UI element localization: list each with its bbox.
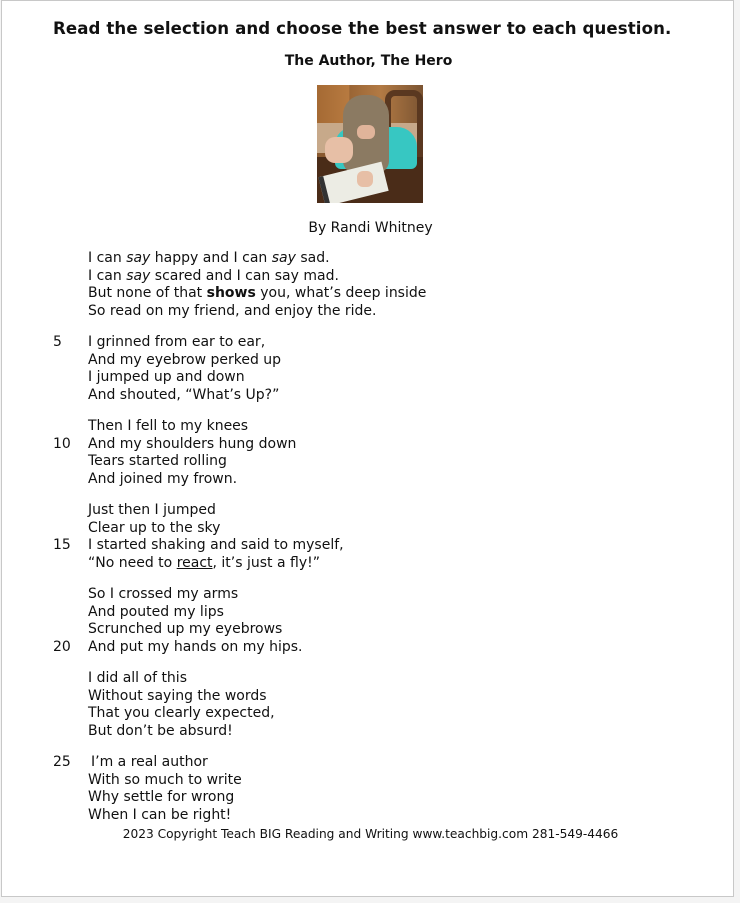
- poem-line: [2, 502, 735, 520]
- line-text: [88, 369, 245, 387]
- text-segment: sad.: [295, 250, 330, 266]
- poem-line: [2, 369, 735, 387]
- line-text: [88, 586, 238, 604]
- poem-stanza: [2, 334, 735, 404]
- line-text: [88, 334, 265, 352]
- line-text: [88, 555, 320, 573]
- text-segment: Clear up to the sky: [88, 519, 221, 536]
- line-number: 20: [53, 638, 71, 655]
- text-segment: I can: [88, 267, 127, 284]
- copyright-footer: 2023 Copyright Teach BIG Reading and Writing www.teachbig.com 281-549-4466: [122, 827, 619, 841]
- line-text: [88, 250, 330, 268]
- line-text: [88, 502, 216, 520]
- line-text: [88, 268, 339, 286]
- line-text: [88, 537, 344, 555]
- document-page: [1, 0, 734, 897]
- text-segment: Why settle for wrong: [88, 789, 235, 805]
- text-segment: And joined my frown.: [88, 470, 238, 487]
- line-text: [88, 807, 231, 825]
- poem-line: [2, 285, 735, 303]
- poem-line: [2, 639, 735, 657]
- text-segment: , it’s just a fly!”: [212, 554, 320, 571]
- text-segment: With so much to write: [88, 771, 242, 788]
- text-segment: And put my hands on my hips.: [88, 638, 303, 655]
- line-text: [88, 436, 296, 454]
- poem-line: [2, 688, 735, 706]
- text-segment: When I can be right!: [88, 806, 232, 823]
- poem-stanza: [2, 754, 735, 824]
- poem-title: The Author, The Hero: [284, 53, 453, 69]
- bold-word: shows: [206, 285, 256, 301]
- line-text: [88, 723, 233, 741]
- emphasis-word: say: [126, 250, 151, 266]
- text-segment: I grinned from ear to ear,: [88, 334, 266, 350]
- poem-stanza: [2, 502, 735, 572]
- text-segment: So read on my friend, and enjoy the ride.: [88, 302, 377, 319]
- poem-line: [2, 418, 735, 436]
- poem-line: [2, 604, 735, 622]
- line-text: [88, 670, 187, 688]
- poem-line: [2, 436, 735, 454]
- text-segment: you, what’s deep inside: [255, 285, 427, 301]
- text-segment: Tears started rolling: [88, 453, 227, 469]
- poem-line: [2, 789, 735, 807]
- poem-line: [2, 555, 735, 573]
- poem-line: [2, 471, 735, 489]
- line-text: [88, 789, 234, 807]
- poem-stanza: [2, 670, 735, 740]
- line-text: [88, 639, 302, 657]
- poem-line: [2, 621, 735, 639]
- text-segment: So I crossed my arms: [88, 586, 239, 602]
- line-text: [88, 418, 248, 436]
- photo-face: [357, 125, 375, 139]
- author-photo: [317, 85, 423, 203]
- line-text: [88, 387, 279, 405]
- emphasis-word: say: [271, 250, 296, 266]
- text-segment: And my eyebrow perked up: [88, 351, 282, 368]
- line-text: [88, 705, 275, 723]
- poem-stanza: [2, 586, 735, 656]
- line-number: 10: [53, 435, 71, 452]
- poem-line: [2, 303, 735, 321]
- text-segment: But don’t be absurd!: [88, 722, 233, 739]
- text-segment: I can: [88, 250, 127, 266]
- poem-line: [2, 334, 735, 352]
- text-segment: I jumped up and down: [88, 369, 245, 385]
- poem-line: [2, 670, 735, 688]
- poem-stanza: [2, 418, 735, 488]
- line-text: [88, 772, 242, 790]
- line-number: 5: [53, 334, 62, 350]
- line-text: [88, 352, 281, 370]
- photo-hand: [357, 171, 373, 187]
- poem-stanza: [2, 250, 735, 320]
- line-text: [88, 604, 224, 622]
- text-segment: “No need to: [88, 554, 177, 571]
- line-text: [88, 453, 227, 471]
- text-segment: Without saying the words: [88, 687, 267, 704]
- author-byline: By Randi Whitney: [308, 220, 433, 236]
- text-segment: Scrunched up my eyebrows: [88, 621, 283, 637]
- text-segment: And my shoulders hung down: [88, 435, 297, 452]
- line-text: [88, 471, 237, 489]
- poem-line: [2, 807, 735, 825]
- poem-line: [2, 268, 735, 286]
- text-segment: I’m a real author: [91, 754, 208, 770]
- poem-line: [2, 250, 735, 268]
- text-segment: Then I fell to my knees: [88, 418, 249, 434]
- text-segment: happy and I can: [150, 250, 272, 266]
- poem-line: [2, 520, 735, 538]
- poem-line: [2, 537, 735, 555]
- text-segment: I started shaking and said to myself,: [88, 537, 344, 553]
- line-number: 15: [53, 537, 71, 553]
- line-text: [88, 303, 376, 321]
- text-segment: That you clearly expected,: [88, 705, 275, 721]
- text-segment: And pouted my lips: [88, 603, 224, 620]
- line-text: [88, 688, 267, 706]
- text-segment: I did all of this: [88, 670, 187, 686]
- instructions-heading: Read the selection and choose the best answer to each question.: [53, 19, 672, 38]
- poem-line: [2, 453, 735, 471]
- text-segment: Just then I jumped: [88, 502, 216, 518]
- poem-line: [2, 754, 735, 772]
- poem-body: [2, 250, 735, 838]
- poem-line: [2, 705, 735, 723]
- line-text: [91, 754, 208, 772]
- line-text: [88, 520, 220, 538]
- poem-line: [2, 772, 735, 790]
- poem-line: [2, 586, 735, 604]
- line-text: [88, 285, 426, 303]
- poem-line: [2, 387, 735, 405]
- poem-line: [2, 723, 735, 741]
- text-segment: And shouted, “What’s Up?”: [88, 386, 280, 403]
- text-segment: But none of that: [88, 285, 207, 301]
- underlined-word: react: [176, 554, 213, 571]
- line-number: 25: [53, 754, 71, 770]
- text-segment: scared and I can say mad.: [150, 267, 339, 284]
- poem-line: [2, 352, 735, 370]
- photo-arm: [325, 137, 353, 163]
- line-text: [88, 621, 282, 639]
- emphasis-word: say: [126, 267, 151, 284]
